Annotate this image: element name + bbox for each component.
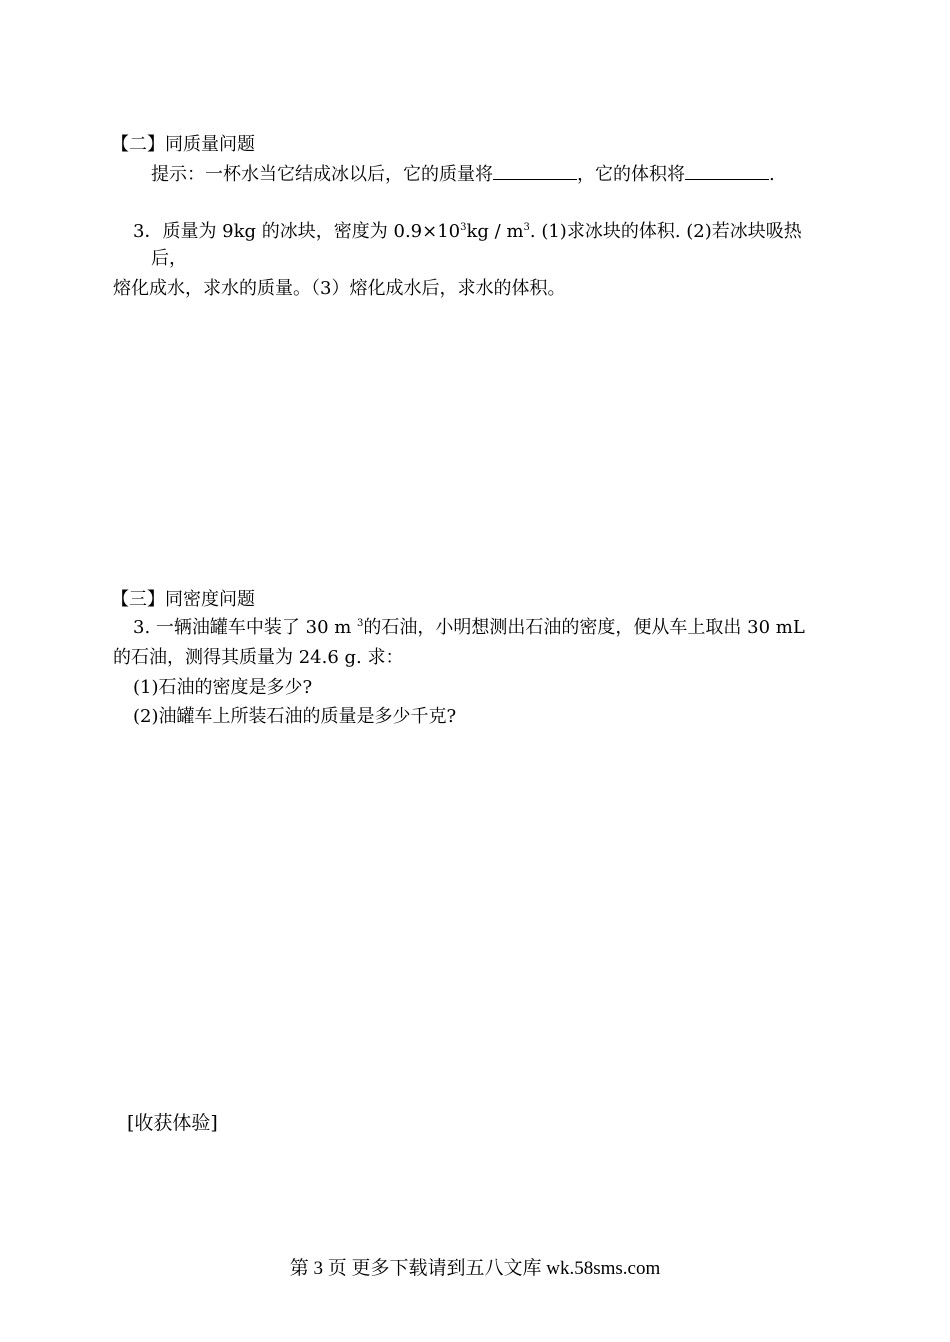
hint-end: .: [769, 164, 775, 185]
oil-q-part-a: 3. 一辆油罐车中装了 30 m: [133, 617, 358, 638]
hint-mid: ，它的体积将: [577, 164, 685, 185]
oil-subquestion-1: (1)石油的密度是多少?: [133, 677, 313, 698]
page-footer: 第 3 页 更多下载请到五八文库 wk.58sms.com: [289, 1258, 661, 1279]
harvest-title: [收获体验]: [127, 1112, 218, 1134]
ice-q-part-b: kg / m: [466, 221, 524, 242]
ice-q-exp-1: 3: [460, 222, 467, 233]
oil-question-line-2: 的石油，测得其质量为 24.6 g. 求：: [113, 647, 404, 668]
oil-question-line-1: [133, 617, 805, 639]
hint-prefix: 提示：一杯水当它结成冰以后，它的质量将: [151, 164, 493, 185]
ice-q-part-c: . (1)求冰块的体积. (2)若冰块吸热: [529, 221, 802, 242]
section-3-title: 【三】同密度问题: [111, 589, 255, 610]
volume-blank[interactable]: [685, 163, 769, 180]
ice-q-exp-2: 3: [523, 222, 530, 233]
mass-blank[interactable]: [493, 163, 577, 180]
ice-question-line-1: [133, 221, 802, 243]
ice-question-line-3: 熔化成水，求水的质量。（3）熔化成水后，求水的体积。: [113, 278, 566, 299]
oil-subquestion-2: (2)油罐车上所装石油的质量是多少千克?: [133, 706, 457, 727]
section-2-title: 【二】同质量问题: [111, 134, 255, 155]
ice-question-line-2: 后，: [151, 248, 187, 269]
ice-q-part-a: 3．质量为 9kg 的冰块，密度为 0.9×10: [133, 221, 461, 242]
oil-q-exp: 3: [357, 618, 364, 629]
oil-q-part-b: 的石油，小明想测出石油的密度，便从车上取出 30 mL: [363, 617, 805, 638]
hint-line: [151, 163, 775, 186]
